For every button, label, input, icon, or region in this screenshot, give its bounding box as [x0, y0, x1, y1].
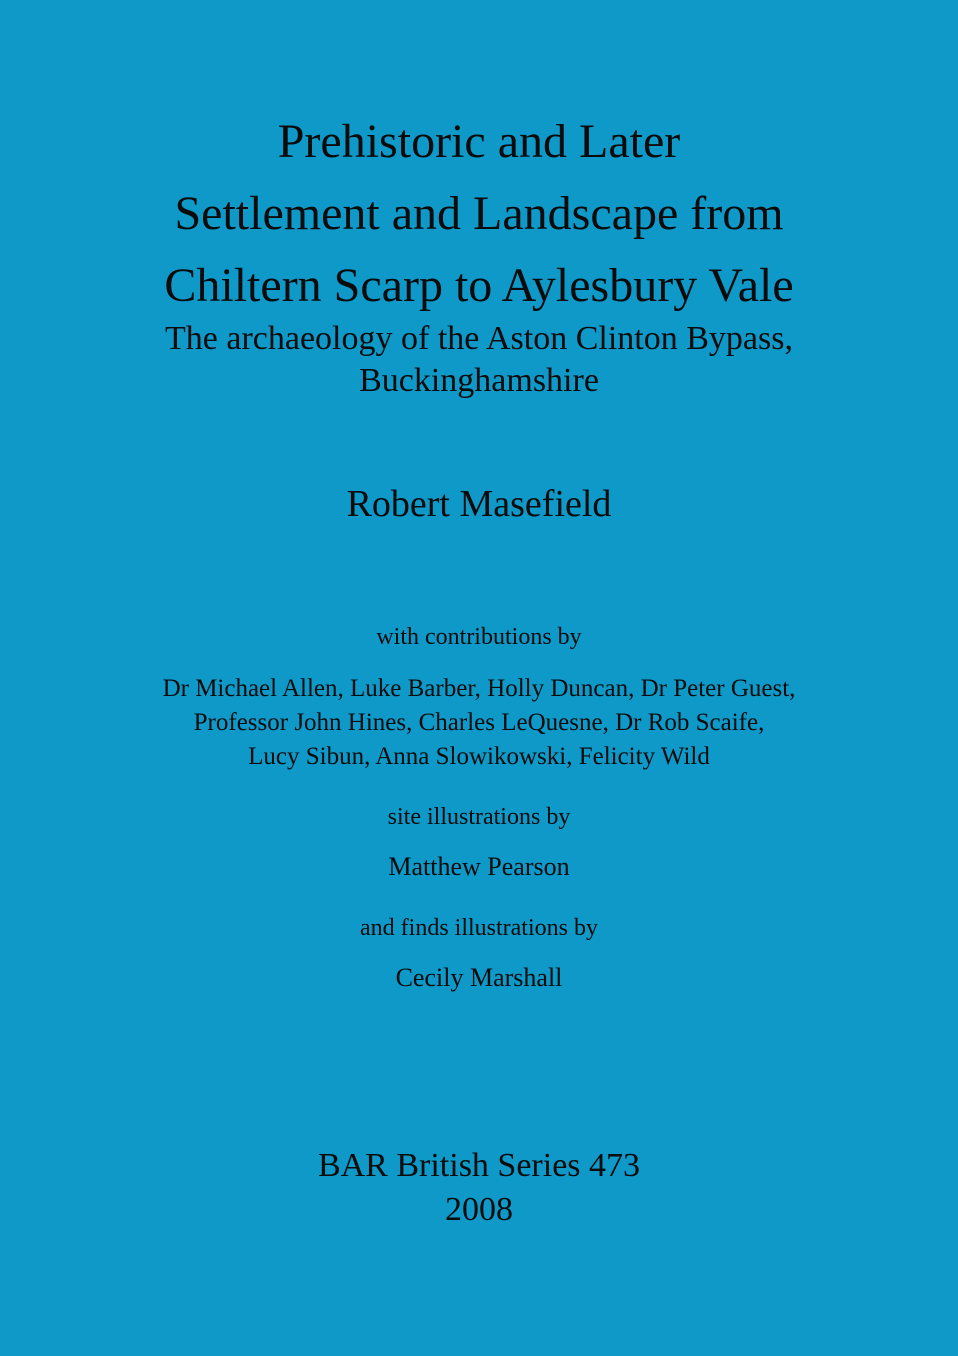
author-name: Robert Masefield: [346, 483, 612, 525]
contributors-line-3: Lucy Sibun, Anna Slowikowski, Felicity Wild: [248, 743, 710, 770]
contributors-list: [0, 672, 958, 774]
book-title: [0, 106, 958, 322]
title-line-2: Settlement and Landscape from: [174, 187, 784, 240]
finds-illustrator-name: Cecily Marshall: [395, 963, 563, 992]
contributions-label: with contributions by: [376, 624, 582, 650]
site-illustrator-name: Matthew Pearson: [388, 852, 570, 881]
subtitle-line-2: Buckinghamshire: [359, 362, 599, 399]
contributors-line-2: Professor John Hines, Charles LeQuesne, Dr Rob Scaife,: [193, 709, 765, 736]
subtitle-line-1: The archaeology of the Aston Clinton Bypass,: [165, 320, 793, 357]
publication-year: 2008: [445, 1191, 513, 1228]
series-info: [0, 1144, 958, 1232]
title-line-1: Prehistoric and Later: [277, 115, 681, 168]
book-subtitle: [0, 318, 958, 402]
finds-illustrations-label: and finds illustrations by: [360, 915, 598, 941]
series-name: BAR British Series 473: [317, 1147, 641, 1184]
title-line-3: Chiltern Scarp to Aylesbury Vale: [164, 259, 794, 312]
contributors-line-1: Dr Michael Allen, Luke Barber, Holly Duncan, Dr Peter Guest,: [162, 675, 796, 702]
site-illustrations-label: site illustrations by: [387, 804, 571, 830]
